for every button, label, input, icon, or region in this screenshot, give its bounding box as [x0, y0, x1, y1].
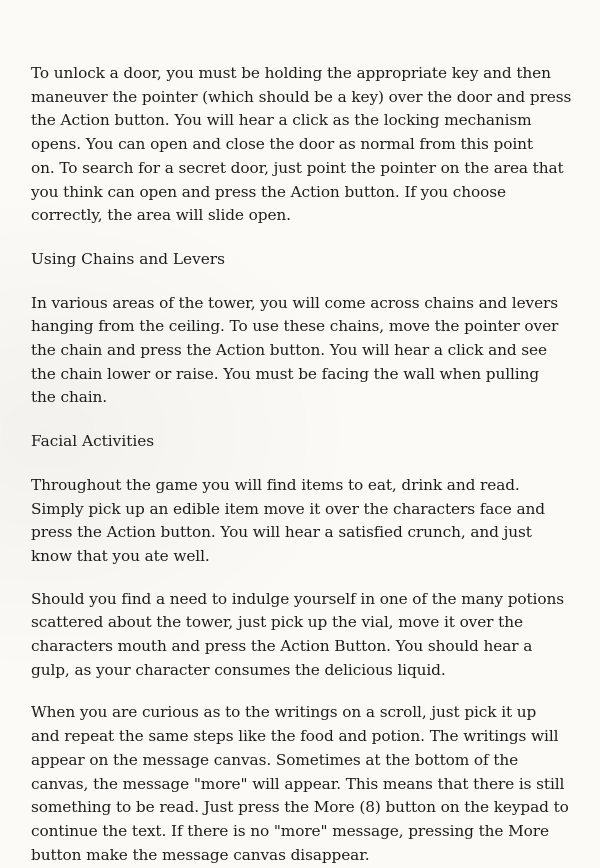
text-line: characters mouth and press the Action Button. You should hear a	[31, 637, 533, 656]
text-line: When you are curious as to the writings on a scroll, just pick it up	[31, 703, 537, 722]
text-line: To unlock a door, you must be holding the appropriate key and then	[31, 64, 551, 82]
text-line: opens. You can open and close the door as normal from this point	[31, 135, 533, 154]
text-line: the chain and press the Action button. You will hear a click and see	[31, 341, 547, 360]
text-line: Throughout the game you will find items to eat, drink and read.	[31, 475, 520, 494]
text-line: gulp, as your character consumes the delicious liquid.	[31, 660, 446, 679]
text-line: continue the text. If there is no "more" message, pressing the More	[31, 821, 549, 840]
text-line: canvas, the message "more" will appear. This means that there is still	[31, 774, 565, 793]
text-line: correctly, the area will slide open.	[31, 206, 291, 225]
text-line: scattered about the tower, just pick up the vial, move it over the	[31, 613, 523, 632]
text-line: In various areas of the tower, you will come across chains and levers	[31, 293, 559, 312]
section-heading-chains: Using Chains and Levers	[31, 249, 225, 268]
spacer	[31, 569, 571, 588]
text-line: and repeat the same steps like the food and potion. The writings will	[31, 727, 559, 746]
text-line: press the Action button. You will hear a satisfied crunch, and just	[31, 523, 532, 542]
paragraph-door-unlocking	[31, 62, 571, 228]
text-line: the chain lower or raise. You must be facing the wall when pulling	[31, 364, 540, 383]
text-line: hanging from the ceiling. To use these chains, move the pointer over	[31, 317, 559, 336]
spacer	[31, 228, 571, 248]
page-content	[31, 62, 571, 867]
text-line: the chain.	[31, 388, 108, 407]
spacer	[31, 454, 571, 474]
text-line: you think can open and press the Action button. If you choose	[31, 182, 506, 201]
paragraph-chains	[31, 292, 571, 411]
text-line: the Action button. You will hear a click as the locking mechanism	[31, 111, 532, 130]
text-line: Simply pick up an edible item move it over the characters face and	[31, 499, 545, 518]
text-line: know that you ate well.	[31, 546, 210, 565]
spacer	[31, 410, 571, 430]
paragraph-scrolls	[31, 701, 571, 867]
spacer	[31, 272, 571, 292]
paragraph-eating	[31, 474, 571, 569]
text-line: something to be read. Just press the More (8) button on the keypad to	[31, 798, 569, 817]
section-heading-facial: Facial Activities	[31, 432, 155, 451]
text-line: on. To search for a secret door, just point the pointer on the area that	[31, 158, 564, 177]
text-line: button make the message canvas disappear.	[31, 845, 370, 864]
paragraph-potions	[31, 588, 571, 683]
spacer	[31, 682, 571, 701]
text-line: maneuver the pointer (which should be a key) over the door and press	[31, 87, 572, 106]
text-line: appear on the message canvas. Sometimes at the bottom of the	[31, 750, 519, 769]
text-line: Should you find a need to indulge yourself in one of the many potions	[31, 589, 564, 608]
